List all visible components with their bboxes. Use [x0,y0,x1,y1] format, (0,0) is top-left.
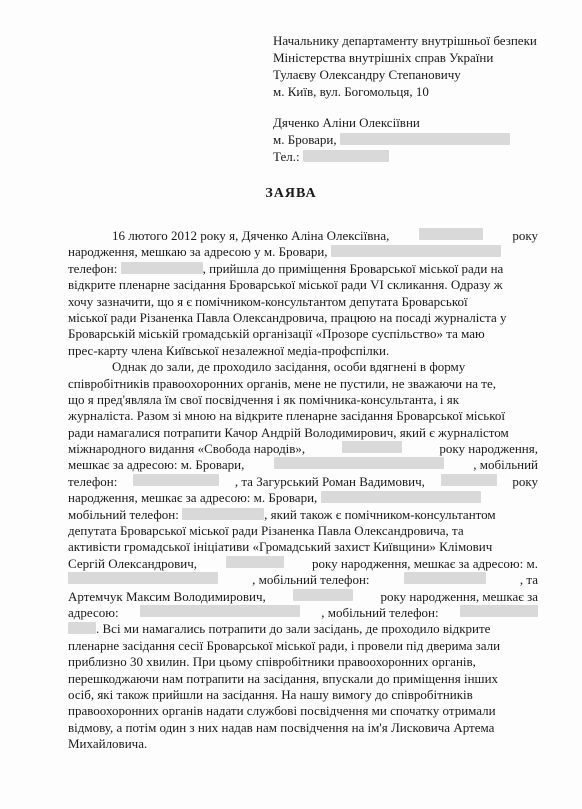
redacted-phone [182,508,264,520]
text-line [68,507,538,523]
redacted-phone [121,262,203,274]
text-line [68,228,538,244]
text-fragment: мешкає за адресою: м. Бровари, [68,457,245,473]
text-fragment: , та Загурський Роман Вадимович, [234,473,425,489]
text-fragment: мобільний телефон: [68,506,179,522]
redacted-address [340,133,510,145]
text-line: Однак до зали, де проходило засідання, особи вдягнені в форму [112,359,466,375]
text-line: перешкоджаючи нам потрапити на засідання, впускали до приміщення інших [68,670,499,686]
text-line [68,474,538,490]
text-line [68,621,538,637]
text-fragment: Сергій Олександрович, [68,555,198,571]
redacted-birth-year [342,441,402,453]
text-line: активісти громадської ініціативи «Громадський захист Київщини» Клімович [68,539,493,555]
text-line [68,457,538,473]
text-fragment: року [512,473,538,489]
text-fragment: , та [519,572,538,588]
text-fragment: , мобільний телефон: [321,604,439,620]
text-fragment: , мобільний телефон: [252,572,370,588]
redacted-address [321,491,481,503]
text-fragment: . Всі ми намагались потрапити до зали засідань, де проходило відкрите [96,621,491,637]
text-line: відкрите пленарне засідання Броварської міської ради VI скликання. Одразу ж [68,277,503,293]
text-fragment: телефон: [68,260,118,276]
document-title: ЗАЯВА [265,186,317,201]
recipient-line: Тулаєву Олександру Степановичу [273,67,461,82]
text-line: пленарне засідання сесії Броварської міської ради, і провели під дверима зали [68,637,501,653]
text-fragment: телефон: [68,473,118,489]
text-fragment: , який також є помічником-консультантом [264,506,496,522]
sender-phone-line [273,148,510,165]
recipient-block [273,32,537,100]
redacted-birth-year [226,556,284,568]
sender-name: Дяченко Аліни Олексіївни [273,115,420,130]
redacted-address [274,457,444,469]
text-fragment: адресою: [68,604,119,620]
text-fragment: року народження, мешкає за [380,588,538,604]
text-line [68,490,538,506]
text-line [68,556,538,572]
text-line: хочу зазначити, що я є помічником-консультантом депутата Броварської [68,293,468,309]
sender-phone-label: Тел.: [273,149,300,164]
text-line: Броварській міській громадській організації «Прозоре суспільство» та маю [68,326,485,342]
text-fragment: року народження, мешкає за адресою: м. [311,555,538,571]
statement-body [68,228,538,753]
text-line [68,244,538,260]
redacted-phone [303,150,389,162]
redacted-address [140,605,300,617]
sender-city-label: м. Бровари, [273,132,337,147]
text-line: приблизно 30 хвилин. При цьому співробітники правоохоронних органів, [68,654,476,670]
text-line: правоохоронних органів надати службові посвідчення ми спочатку отримали [68,703,496,719]
text-line: що я пред'являла їм свої посвідчення і як помічника-консультанта, і як [68,391,460,407]
text-line: журналіста. Разом зі мною на відкрите пленарне засідання Броварської міської [68,408,506,424]
text-fragment: народження, мешкає за адресою: м. Бровари, [68,490,318,506]
text-line [68,261,538,277]
text-line: Михайловича. [68,736,148,752]
recipient-line: м. Київ, вул. Богомольця, 10 [273,84,429,99]
text-fragment: міжнародного видання «Свобода народів», [68,441,306,457]
redacted-phone [460,605,538,617]
text-fragment: , мобільний [473,457,538,473]
text-line: прес-карту члена Київської незалежної медіа-профспілки. [68,342,390,358]
redacted-birth-year [441,474,497,486]
text-line: ради намагалися потрапити Качор Андрій Володимирович, який є журналістом [68,424,509,440]
redacted-address [68,572,218,584]
text-line [68,441,538,457]
redacted-phone [404,572,486,584]
text-line [68,605,538,621]
text-line [68,589,538,605]
sender-city-line [273,131,510,148]
text-line: осіб, які також прийшли на засідання. На нашу вимогу до співробітників [68,686,473,702]
redacted-address [331,245,501,257]
recipient-line: Начальнику департаменту внутрішньої безпеки [273,33,537,48]
text-fragment: року [512,228,538,243]
text-fragment: 16 лютого 2012 року я, Дяченко Аліна Олексіївна, [112,228,390,243]
text-line [68,572,538,588]
text-line: співробітників правоохоронних органів, мене не пустили, не зважаючи на те, [68,375,497,391]
text-fragment: , прийшла до приміщення Броварської міської ради на [202,260,504,276]
text-fragment: року народження, [439,441,538,457]
redacted-phone [133,474,219,486]
redacted-birth-year [293,589,353,601]
text-fragment: народження, мешкаю за адресою у м. Бровари, [68,244,328,260]
redacted-phone-end [68,622,96,634]
text-line: відмову, а потім один з них надав нам посвідчення на ім'я Лисковича Артема [68,719,495,735]
text-line: міської ради Різаненка Павла Олександровича, працюю на посаді журналіста у [68,309,507,325]
redacted-birth-year [419,228,483,240]
text-fragment: Артемчук Максим Володимирович, [68,588,266,604]
text-line: депутата Броварської міської ради Різаненка Павла Олександровича, та [68,523,464,539]
recipient-line: Міністерства внутрішніх справ України [273,50,494,65]
sender-block [273,114,510,165]
